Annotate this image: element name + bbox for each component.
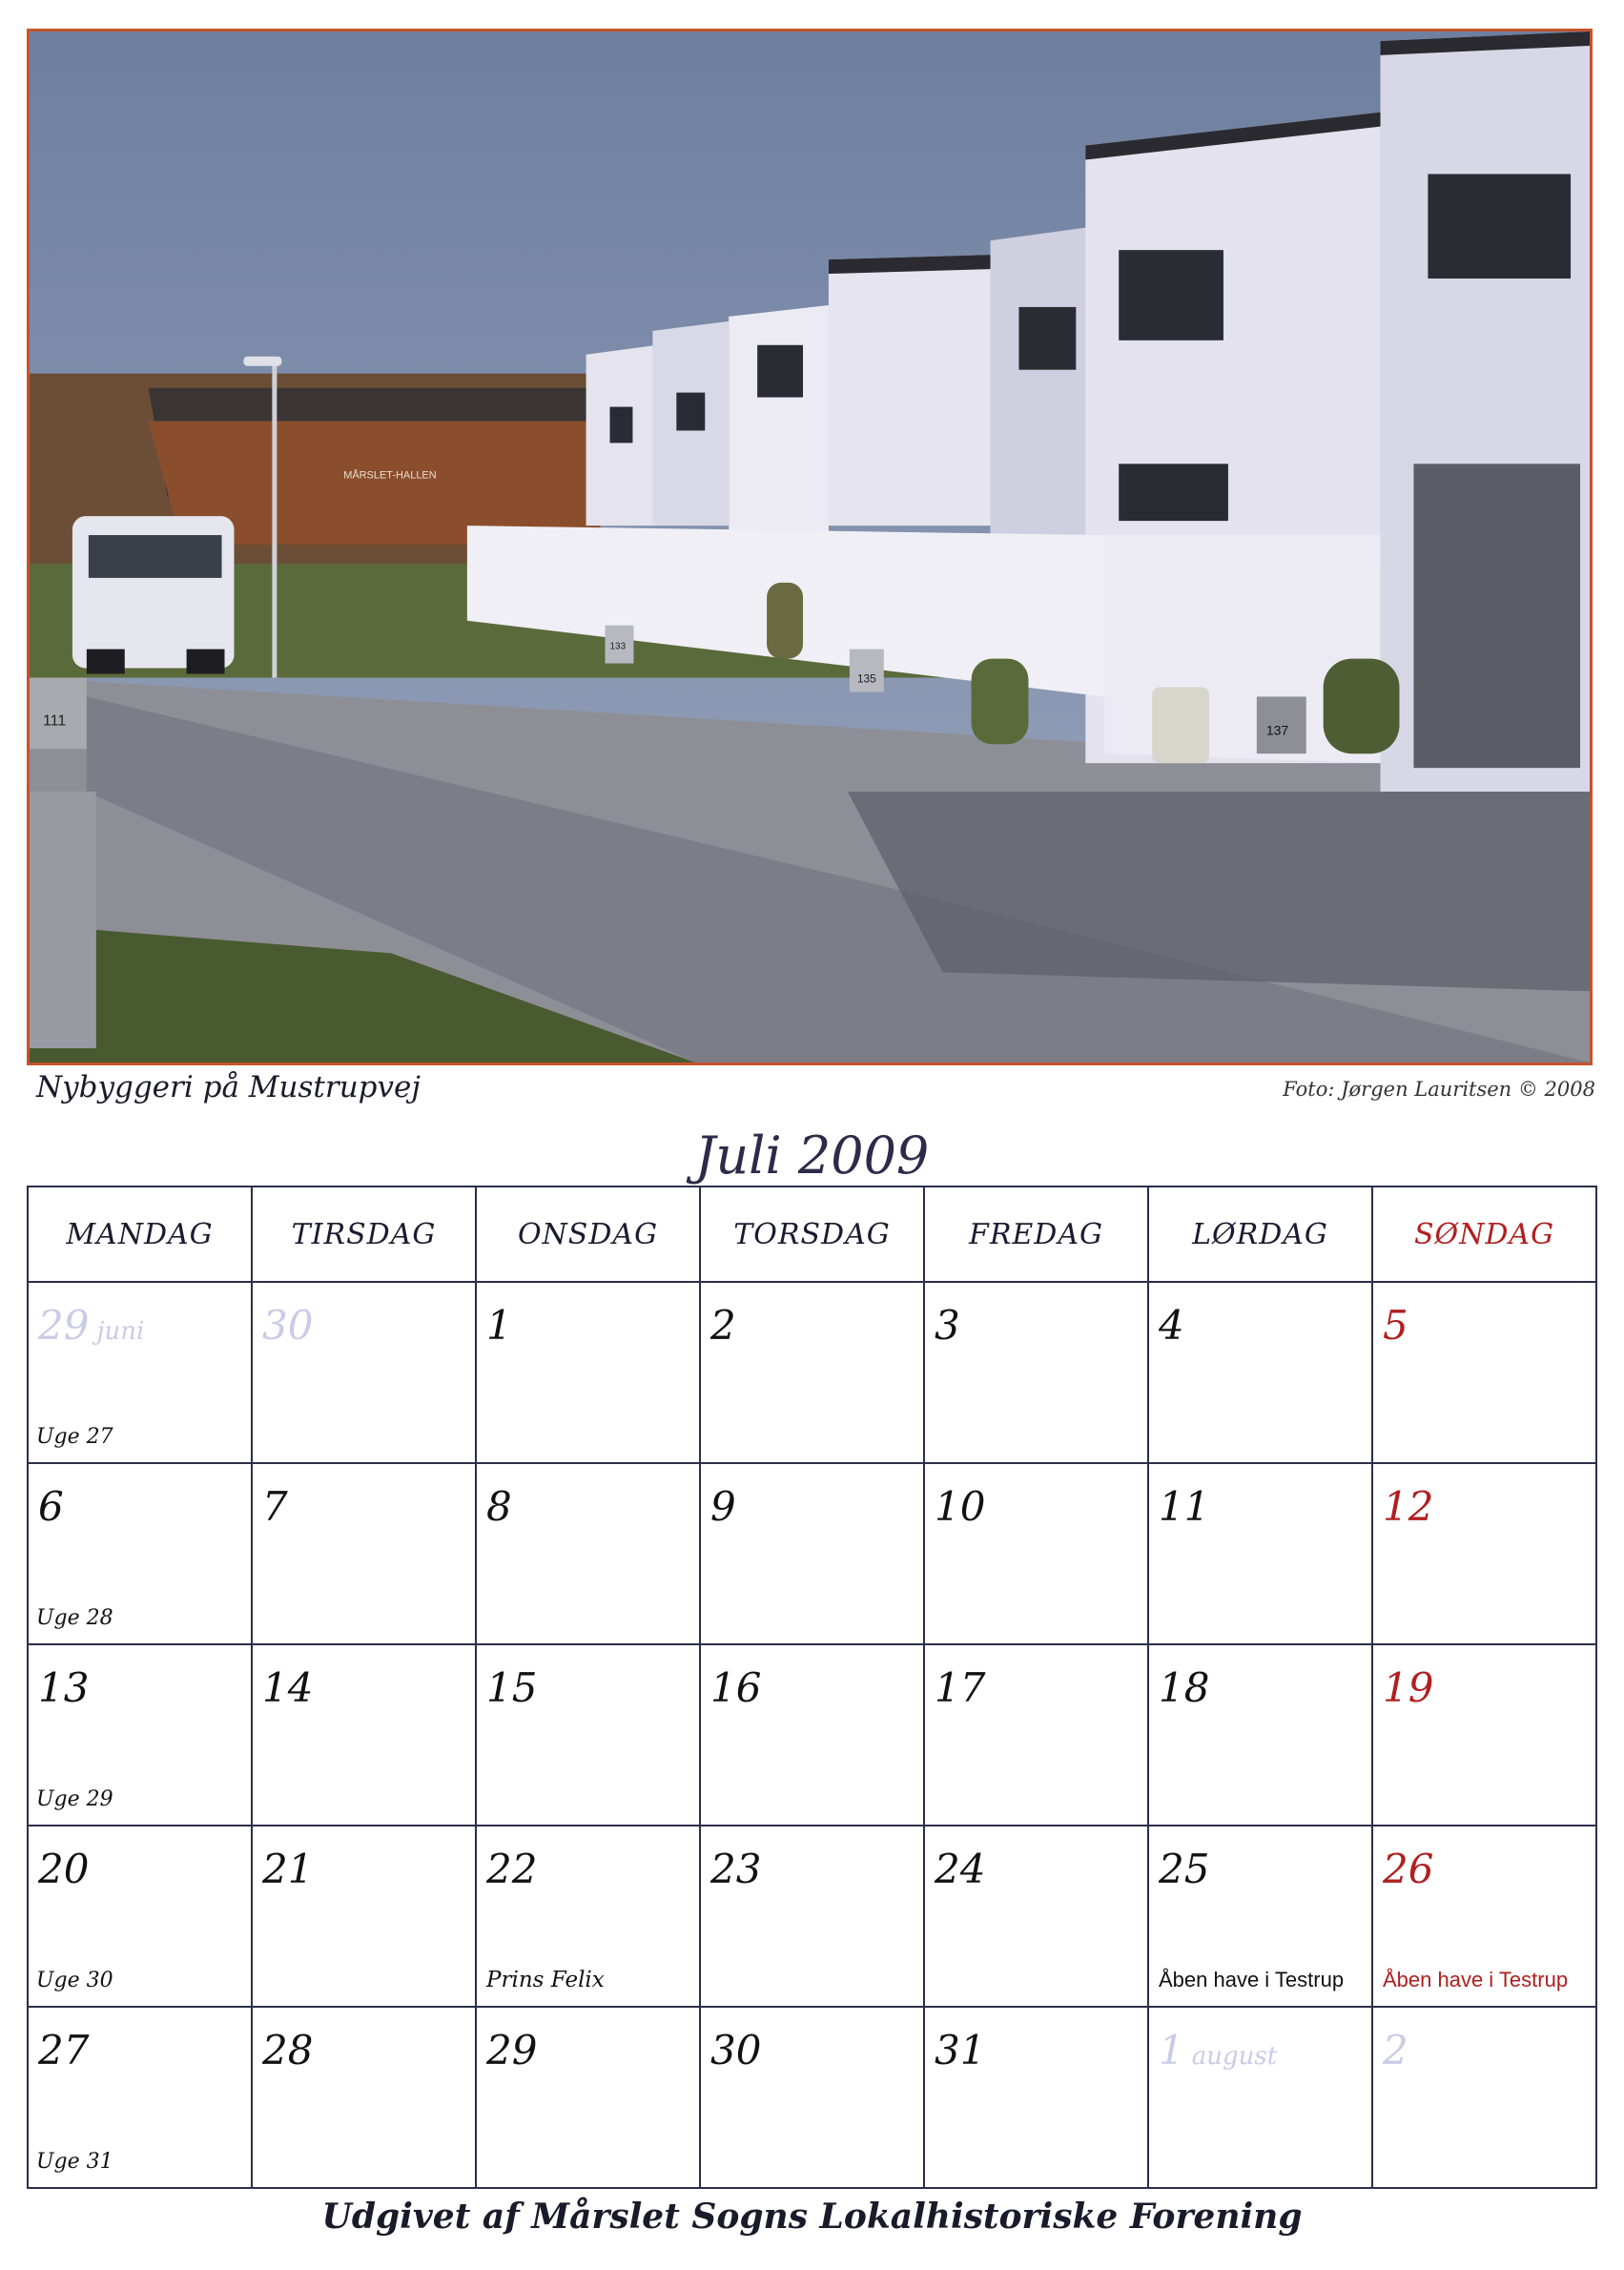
day-number — [1159, 1302, 1184, 1349]
day-number-text: 9 — [710, 1483, 736, 1530]
week-number-label: Uge 29 — [36, 1787, 113, 1811]
weekday-saturday: LØRDAG — [1148, 1187, 1372, 1282]
day-cell[interactable] — [252, 1826, 476, 2007]
day-number — [710, 1846, 761, 1892]
day-number — [486, 1483, 512, 1530]
day-number — [262, 1302, 313, 1349]
week-row — [28, 1463, 1596, 1644]
day-cell[interactable] — [28, 2007, 252, 2188]
day-cell[interactable] — [1372, 1463, 1596, 1644]
day-number-text: 19 — [1383, 1664, 1434, 1711]
day-cell[interactable] — [1372, 2007, 1596, 2188]
photo — [27, 29, 1593, 1065]
day-number-text: 8 — [486, 1483, 512, 1530]
event-label: Prins Felix — [486, 1968, 605, 1992]
day-number-text: 7 — [262, 1483, 288, 1530]
day-number-text: 12 — [1383, 1483, 1434, 1530]
mailbox-137: 137 — [1265, 722, 1289, 738]
weekday-wednesday: ONSDAG — [476, 1187, 700, 1282]
housing-photo — [30, 31, 1590, 1063]
week-row — [28, 1282, 1596, 1463]
day-number-text: 2 — [710, 1302, 736, 1349]
day-number-text: 6 — [38, 1483, 64, 1530]
day-cell[interactable] — [28, 1463, 252, 1644]
day-cell[interactable] — [924, 2007, 1148, 2188]
calendar-grid — [27, 1186, 1597, 2189]
week-number-label: Uge 27 — [36, 1425, 113, 1449]
day-number — [38, 1302, 144, 1349]
day-cell[interactable] — [1148, 1644, 1372, 1826]
mailbox-135: 135 — [856, 671, 876, 686]
day-number-text: 11 — [1159, 1483, 1210, 1530]
weekday-friday: FREDAG — [924, 1187, 1148, 1282]
day-number — [38, 1846, 89, 1892]
day-number-text: 10 — [935, 1483, 986, 1530]
day-number — [1383, 1483, 1433, 1530]
day-cell[interactable] — [476, 1282, 700, 1463]
day-number — [710, 1664, 761, 1711]
day-cell[interactable] — [252, 1644, 476, 1826]
day-number-text: 16 — [710, 1664, 762, 1711]
weekday-header-row — [28, 1187, 1596, 1282]
day-number — [486, 1302, 512, 1349]
day-number-text: 14 — [262, 1664, 314, 1711]
day-cell[interactable] — [924, 1826, 1148, 2007]
day-number — [486, 1664, 537, 1711]
day-number — [38, 1483, 64, 1530]
day-number-text: 17 — [935, 1664, 986, 1711]
day-number — [935, 2027, 985, 2074]
day-number-text: 31 — [935, 2027, 986, 2074]
day-number-text: 21 — [262, 1846, 314, 1892]
day-cell[interactable] — [1372, 1282, 1596, 1463]
day-number — [710, 2027, 761, 2074]
day-number-text: 30 — [262, 1302, 314, 1349]
day-cell[interactable] — [1148, 1463, 1372, 1644]
day-number — [486, 2027, 537, 2074]
day-number-text: 29 — [486, 2027, 538, 2074]
day-cell[interactable] — [924, 1644, 1148, 1826]
day-number — [710, 1483, 736, 1530]
day-number-text: 25 — [1159, 1846, 1210, 1892]
day-number-text: 30 — [710, 2027, 762, 2074]
day-cell[interactable] — [28, 1282, 252, 1463]
day-number-text: 24 — [935, 1846, 986, 1892]
week-row — [28, 1826, 1596, 2007]
day-number — [935, 1483, 985, 1530]
day-number-text: 13 — [38, 1664, 90, 1711]
weekday-monday: MANDAG — [28, 1187, 252, 1282]
day-number-text: 1 — [1159, 2027, 1184, 2074]
day-cell[interactable] — [700, 2007, 924, 2188]
day-number — [38, 2027, 89, 2074]
day-cell[interactable] — [1148, 1826, 1372, 2007]
day-number — [1383, 1664, 1433, 1711]
day-cell[interactable] — [252, 2007, 476, 2188]
photo-credit: Foto: Jørgen Lauritsen © 2008 — [1283, 1078, 1595, 1101]
day-cell[interactable] — [476, 2007, 700, 2188]
day-number — [935, 1846, 985, 1892]
day-cell[interactable] — [1148, 1282, 1372, 1463]
day-number — [38, 1664, 89, 1711]
day-cell[interactable] — [28, 1826, 252, 2007]
day-number — [262, 2027, 313, 2074]
week-number-label: Uge 31 — [36, 2150, 113, 2174]
day-number — [262, 1483, 288, 1530]
day-cell[interactable] — [476, 1644, 700, 1826]
event-label: Åben have i Testrup — [1383, 1968, 1569, 1991]
day-number-text: 26 — [1383, 1846, 1434, 1892]
week-number-label: Uge 28 — [36, 1606, 113, 1630]
day-number — [710, 1302, 736, 1349]
month-title: Juli 2009 — [694, 1125, 930, 1186]
month-suffix: juni — [96, 1317, 145, 1346]
day-cell[interactable] — [476, 1826, 700, 2007]
day-number — [486, 1846, 537, 1892]
day-cell[interactable] — [252, 1282, 476, 1463]
day-number-text: 23 — [710, 1846, 762, 1892]
day-number — [1159, 2027, 1277, 2074]
day-number-text: 18 — [1159, 1664, 1210, 1711]
day-number-text: 3 — [935, 1302, 960, 1349]
day-cell[interactable] — [1148, 2007, 1372, 2188]
day-number — [1383, 1846, 1433, 1892]
day-number — [1159, 1664, 1209, 1711]
hall-sign: MÅRSLET-HALLEN — [343, 469, 437, 482]
day-cell[interactable] — [252, 1463, 476, 1644]
day-number-text: 4 — [1159, 1302, 1184, 1349]
day-cell[interactable] — [700, 1826, 924, 2007]
day-cell[interactable] — [476, 1463, 700, 1644]
day-cell[interactable] — [924, 1463, 1148, 1644]
day-number — [1159, 1846, 1209, 1892]
day-cell[interactable] — [700, 1282, 924, 1463]
day-number-text: 5 — [1383, 1302, 1408, 1349]
day-number-text: 20 — [38, 1846, 90, 1892]
photo-caption: Nybyggeri på Mustrupvej — [36, 1070, 421, 1104]
day-cell[interactable] — [924, 1282, 1148, 1463]
event-label: Åben have i Testrup — [1159, 1968, 1345, 1991]
day-cell[interactable] — [700, 1463, 924, 1644]
day-cell[interactable] — [28, 1644, 252, 1826]
weekday-thursday: TORSDAG — [700, 1187, 924, 1282]
day-number — [262, 1846, 313, 1892]
day-number — [1383, 1302, 1408, 1349]
publisher-footer: Udgivet af Mårslet Sogns Lokalhistoriske Forening — [321, 2197, 1303, 2237]
mailbox-111: 111 — [42, 712, 67, 730]
day-number-text: 22 — [486, 1846, 538, 1892]
weekday-tuesday: TIRSDAG — [252, 1187, 476, 1282]
day-number — [262, 1664, 313, 1711]
mailbox-133: 133 — [609, 641, 627, 652]
day-cell[interactable] — [1372, 1644, 1596, 1826]
week-row — [28, 1644, 1596, 1826]
day-number — [1383, 2027, 1408, 2074]
calendar-body — [28, 1282, 1596, 2188]
day-number-text: 29 — [38, 1302, 90, 1349]
day-number-text: 2 — [1383, 2027, 1408, 2074]
day-number — [1159, 1483, 1209, 1530]
day-number-text: 28 — [262, 2027, 314, 2074]
day-number — [935, 1664, 985, 1711]
day-cell[interactable] — [700, 1644, 924, 1826]
day-cell[interactable] — [1372, 1826, 1596, 2007]
week-number-label: Uge 30 — [36, 1969, 113, 1992]
day-number-text: 27 — [38, 2027, 90, 2074]
month-suffix: august — [1191, 2042, 1278, 2071]
day-number — [935, 1302, 960, 1349]
day-number-text: 15 — [486, 1664, 538, 1711]
weekday-sunday: SØNDAG — [1372, 1187, 1596, 1282]
day-number-text: 1 — [486, 1302, 512, 1349]
week-row — [28, 2007, 1596, 2188]
